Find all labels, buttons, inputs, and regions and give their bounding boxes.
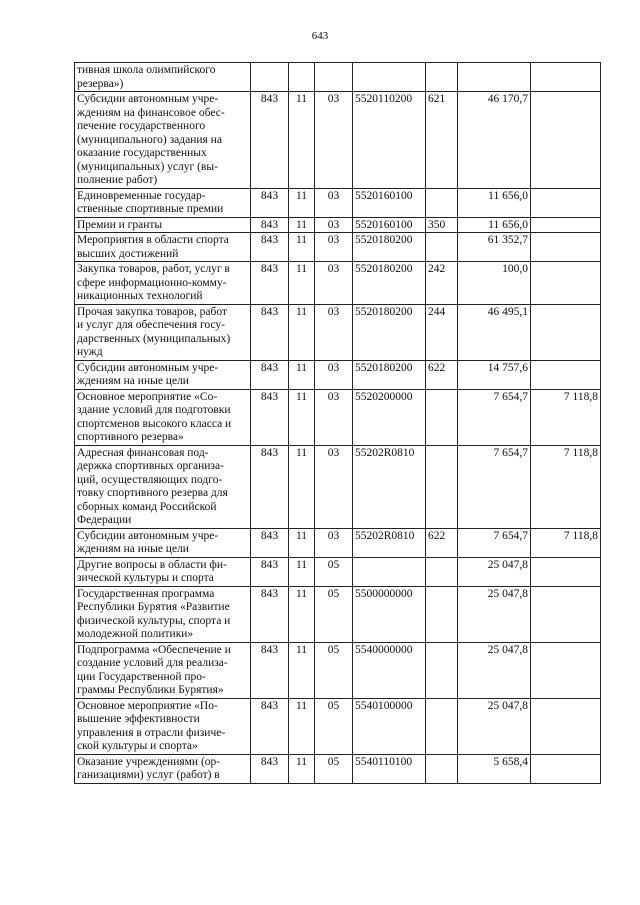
amount-2 [531,188,601,217]
subsection-code: 03 [315,92,353,189]
amount-1: 25 047,8 [458,557,531,586]
amount-1: 100,0 [458,262,531,305]
table-row [75,698,601,754]
table-row [75,360,601,389]
target-item-code: 5520110200 [353,92,426,189]
amount-2 [531,698,601,754]
section-code: 11 [289,92,315,189]
section-code: 11 [289,360,315,389]
target-item-code: 55202R0810 [353,445,426,528]
amount-2: 7 118,8 [531,445,601,528]
section-code: 11 [289,557,315,586]
row-name: Мероприятия в области спорта высших достижений [75,233,251,262]
row-name: Подпрограмма «Обеспечение и создание условий для реализа- ции Государственной про- граммы Республики Бурятия» [75,642,251,698]
row-name: Субсидии автономным учре- ждениям на иные цели [75,360,251,389]
ministry-code: 843 [251,360,289,389]
subsection-code: 03 [315,233,353,262]
amount-1: 7 654,7 [458,389,531,445]
amount-1 [458,63,531,92]
subsection-code: 03 [315,528,353,557]
table-row [75,217,601,233]
row-name: Оказание учреждениями (ор- ганизациями) услуг (работ) в [75,754,251,783]
amount-2 [531,233,601,262]
subsection-code: 05 [315,586,353,642]
amount-2 [531,642,601,698]
table-row [75,262,601,305]
amount-1: 61 352,7 [458,233,531,262]
row-name: Основное мероприятие «Со- здание условий для подготовки спортсменов высокого класса и спортивного резерва» [75,389,251,445]
amount-1: 7 654,7 [458,528,531,557]
row-name: Единовременные государ- ственные спортивные премии [75,188,251,217]
expense-type-code [426,754,458,783]
expense-type-code: 242 [426,262,458,305]
row-name: Основное мероприятие «По- вышение эффективности управления в отрасли физиче- ской культуры и спорта» [75,698,251,754]
expense-type-code: 350 [426,217,458,233]
table-row [75,233,601,262]
row-name: Адресная финансовая под- держка спортивных организа- ций, осуществляющих подго- товку спортивного резерва для сборных команд Российской Федерации [75,445,251,528]
amount-2 [531,586,601,642]
target-item-code: 5520160100 [353,188,426,217]
amount-1: 25 047,8 [458,642,531,698]
amount-2 [531,557,601,586]
table-row [75,586,601,642]
amount-2 [531,92,601,189]
expense-type-code: 622 [426,528,458,557]
target-item-code: 5500000000 [353,586,426,642]
amount-1: 11 656,0 [458,188,531,217]
subsection-code: 03 [315,217,353,233]
ministry-code: 843 [251,262,289,305]
ministry-code: 843 [251,389,289,445]
target-item-code: 5520180200 [353,360,426,389]
expense-type-code [426,63,458,92]
budget-table [74,62,601,784]
amount-1: 25 047,8 [458,586,531,642]
expense-type-code [426,698,458,754]
expense-type-code: 244 [426,304,458,360]
row-name: тивная школа олимпийского резерва») [75,63,251,92]
subsection-code: 05 [315,642,353,698]
table-row [75,92,601,189]
section-code: 11 [289,389,315,445]
page-number: 643 [311,30,329,42]
section-code: 11 [289,642,315,698]
amount-1: 7 654,7 [458,445,531,528]
table-row [75,188,601,217]
expense-type-code [426,642,458,698]
row-name: Прочая закупка товаров, работ и услуг для обеспечения госу- дарственных (муниципальных) нужд [75,304,251,360]
ministry-code: 843 [251,233,289,262]
subsection-code: 03 [315,445,353,528]
target-item-code: 55202R0810 [353,528,426,557]
subsection-code: 05 [315,754,353,783]
table-row [75,389,601,445]
target-item-code: 5520180200 [353,262,426,305]
target-item-code: 5520180200 [353,304,426,360]
ministry-code: 843 [251,698,289,754]
expense-type-code [426,389,458,445]
amount-2 [531,360,601,389]
ministry-code: 843 [251,586,289,642]
expense-type-code [426,188,458,217]
amount-1: 14 757,6 [458,360,531,389]
target-item-code [353,557,426,586]
section-code: 11 [289,233,315,262]
amount-1: 5 658,4 [458,754,531,783]
ministry-code: 843 [251,217,289,233]
table-row [75,528,601,557]
amount-2 [531,754,601,783]
ministry-code: 843 [251,304,289,360]
ministry-code [251,63,289,92]
subsection-code: 03 [315,262,353,305]
subsection-code: 03 [315,389,353,445]
row-name: Премии и гранты [75,217,251,233]
table-row [75,304,601,360]
table-row [75,642,601,698]
target-item-code: 5520200000 [353,389,426,445]
section-code: 11 [289,217,315,233]
amount-2 [531,217,601,233]
ministry-code: 843 [251,557,289,586]
amount-2 [531,262,601,305]
expense-type-code: 621 [426,92,458,189]
budget-table-body [75,63,601,784]
target-item-code: 5540100000 [353,698,426,754]
target-item-code: 5540000000 [353,642,426,698]
amount-1: 46 495,1 [458,304,531,360]
section-code: 11 [289,262,315,305]
row-name: Субсидии автономным учре- ждениям на финансовое обес- печение государственного (муниципального) задания на оказание государственных (муниципальных) услуг (вы- полнение работ) [75,92,251,189]
ministry-code: 843 [251,754,289,783]
subsection-code: 03 [315,360,353,389]
section-code: 11 [289,445,315,528]
ministry-code: 843 [251,642,289,698]
amount-2 [531,304,601,360]
ministry-code: 843 [251,445,289,528]
amount-1: 25 047,8 [458,698,531,754]
section-code [289,63,315,92]
section-code: 11 [289,698,315,754]
subsection-code: 05 [315,698,353,754]
table-row [75,557,601,586]
row-name: Другие вопросы в области фи- зической культуры и спорта [75,557,251,586]
target-item-code: 5520160100 [353,217,426,233]
expense-type-code [426,233,458,262]
table-row [75,754,601,783]
ministry-code: 843 [251,92,289,189]
table-row [75,445,601,528]
subsection-code: 03 [315,304,353,360]
subsection-code: 05 [315,557,353,586]
section-code: 11 [289,304,315,360]
target-item-code: 5520180200 [353,233,426,262]
subsection-code: 03 [315,188,353,217]
amount-1: 46 170,7 [458,92,531,189]
amount-2: 7 118,8 [531,528,601,557]
row-name: Закупка товаров, работ, услуг в сфере информационно-комму- никационных технологий [75,262,251,305]
section-code: 11 [289,586,315,642]
expense-type-code [426,586,458,642]
expense-type-code [426,445,458,528]
target-item-code: 5540110100 [353,754,426,783]
section-code: 11 [289,754,315,783]
amount-2 [531,63,601,92]
section-code: 11 [289,528,315,557]
subsection-code [315,63,353,92]
row-name: Субсидии автономным учре- ждениям на иные цели [75,528,251,557]
ministry-code: 843 [251,528,289,557]
target-item-code [353,63,426,92]
ministry-code: 843 [251,188,289,217]
section-code: 11 [289,188,315,217]
amount-2: 7 118,8 [531,389,601,445]
expense-type-code [426,557,458,586]
expense-type-code: 622 [426,360,458,389]
amount-1: 11 656,0 [458,217,531,233]
row-name: Государственная программа Республики Бурятия «Развитие физической культуры, спорта и молодежной политики» [75,586,251,642]
table-row [75,63,601,92]
